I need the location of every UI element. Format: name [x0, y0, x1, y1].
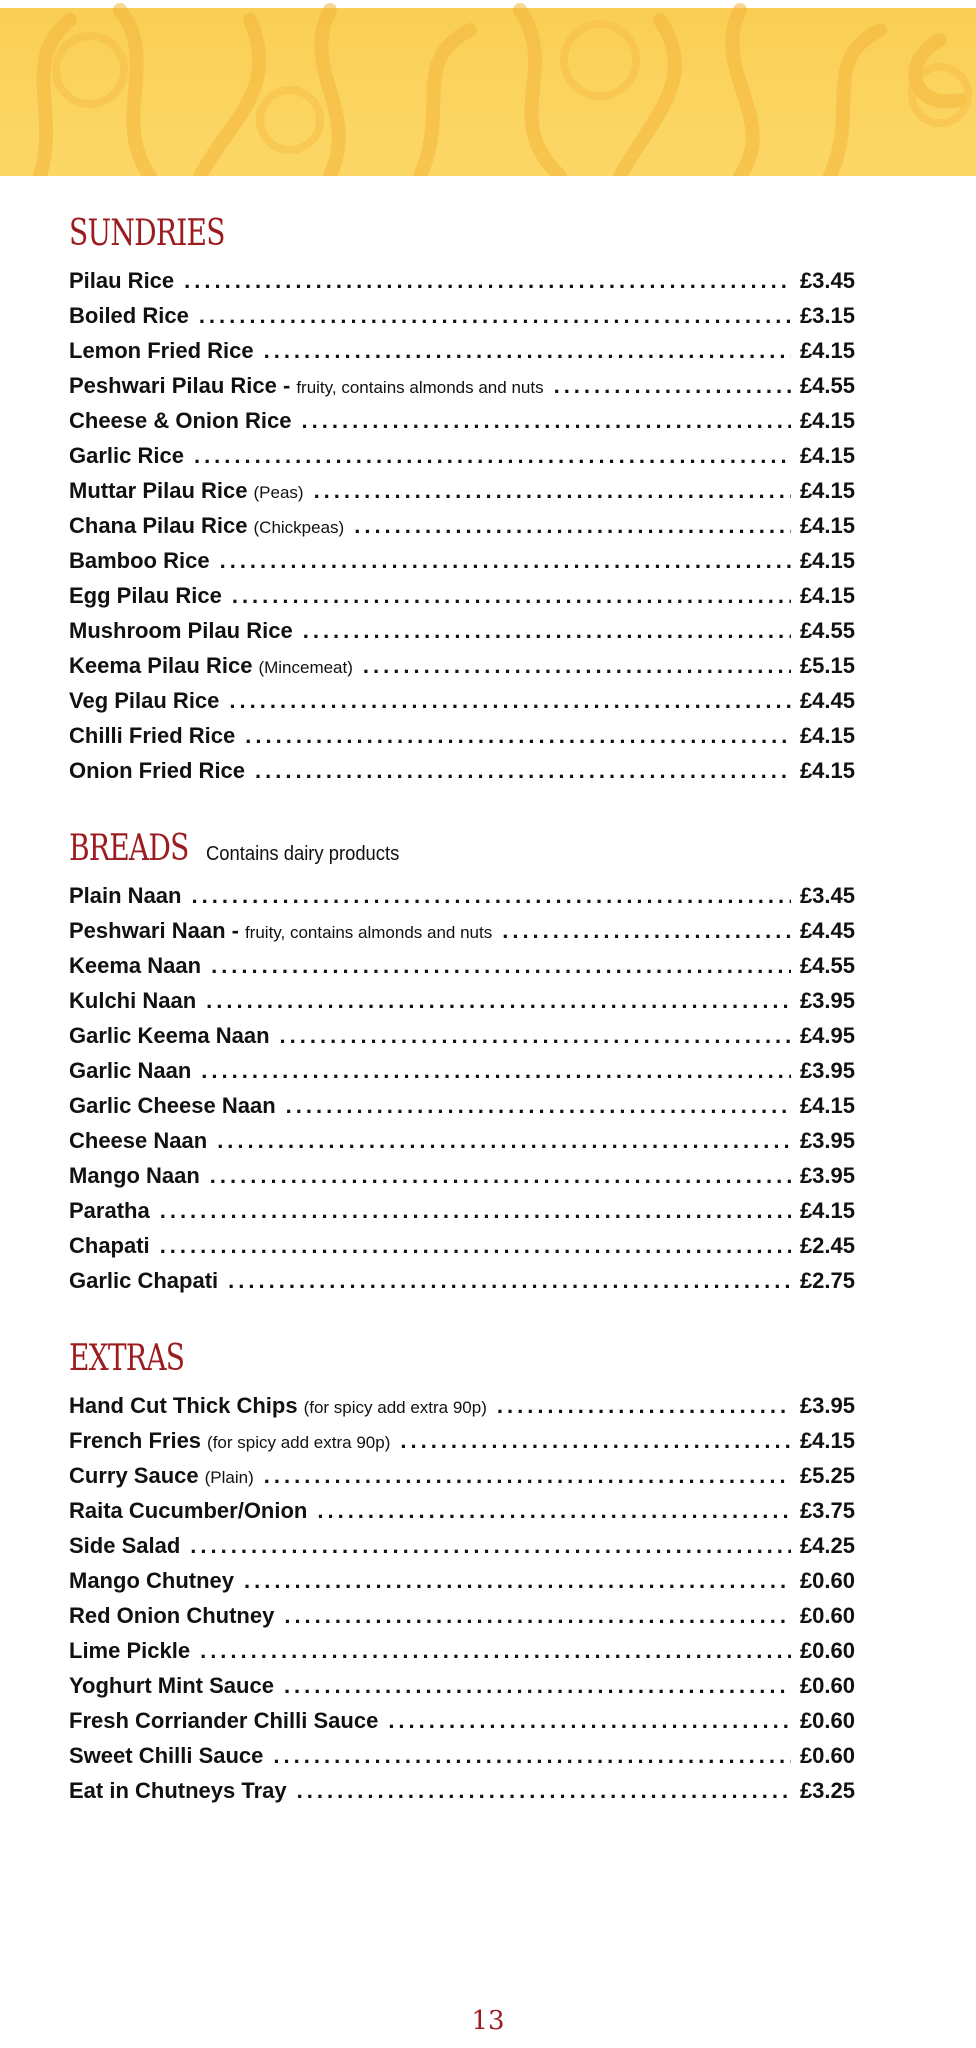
dot-leader	[314, 478, 791, 504]
menu-section-sundries	[69, 204, 855, 793]
menu-item	[69, 1638, 855, 1673]
dot-leader	[200, 1638, 791, 1664]
item-name: Bamboo Rice	[69, 548, 210, 573]
dot-leader	[388, 1708, 791, 1734]
item-price: £3.95	[799, 1128, 855, 1153]
item-price: £4.95	[799, 1023, 855, 1048]
item-name: Chilli Fried Rice	[69, 723, 236, 748]
item-price: £0.60	[799, 1603, 855, 1628]
menu-item	[69, 478, 855, 513]
item-price: £0.60	[799, 1708, 855, 1733]
section-note: Contains dairy products	[206, 843, 400, 865]
menu-item	[69, 988, 855, 1023]
dot-leader	[211, 953, 791, 979]
dot-leader	[191, 883, 791, 909]
menu-section-breads	[69, 819, 855, 1303]
dot-leader	[160, 1198, 791, 1224]
dot-leader	[201, 1058, 791, 1084]
item-price: £4.15	[799, 443, 855, 468]
item-name: Garlic Rice	[69, 443, 184, 468]
dot-leader	[229, 688, 791, 714]
menu-item	[69, 1603, 855, 1638]
menu-item	[69, 1743, 855, 1778]
item-name: Garlic Cheese Naan	[69, 1093, 276, 1118]
item-price: £4.15	[799, 338, 855, 363]
dot-leader	[244, 1568, 791, 1594]
item-name: Keema Naan	[69, 953, 202, 978]
item-price: £3.45	[799, 883, 855, 908]
menu-item	[69, 443, 855, 478]
item-description: (for spicy add extra 90p)	[207, 1433, 391, 1452]
dot-leader	[220, 548, 791, 574]
page-number: 13	[471, 2006, 505, 2036]
item-name: Onion Fried Rice	[69, 758, 246, 783]
menu-item	[69, 1463, 855, 1498]
section-header	[69, 819, 855, 879]
item-price: £3.15	[799, 303, 855, 328]
item-name: Paratha	[69, 1198, 150, 1223]
item-name: Sweet Chilli Sauce	[69, 1743, 264, 1768]
item-description: fruity, contains almonds and nuts	[244, 923, 493, 942]
dot-leader	[297, 1778, 791, 1804]
dot-leader	[273, 1743, 791, 1769]
dot-leader	[255, 758, 791, 784]
dot-leader	[190, 1533, 791, 1559]
menu-item	[69, 548, 855, 583]
menu-item	[69, 1533, 855, 1568]
menu-item	[69, 338, 855, 373]
menu-item	[69, 1778, 855, 1813]
item-name: Side Salad	[69, 1533, 181, 1558]
item-name: Cheese & Onion Rice	[69, 408, 292, 433]
item-price: £3.95	[799, 988, 855, 1013]
menu-item	[69, 618, 855, 653]
item-price: £3.25	[799, 1778, 855, 1803]
dot-leader	[264, 338, 791, 364]
dot-leader	[228, 1268, 791, 1294]
dot-leader	[286, 1093, 791, 1119]
item-name: Chapati	[69, 1233, 150, 1258]
menu-item	[69, 1128, 855, 1163]
item-name: Eat in Chutneys Tray	[69, 1778, 287, 1803]
item-price: £4.15	[799, 723, 855, 748]
item-price: £4.45	[799, 918, 855, 943]
item-price: £4.15	[799, 583, 855, 608]
dot-leader	[264, 1463, 791, 1489]
item-name: Mango Chutney	[69, 1568, 234, 1593]
section-title: EXTRAS	[69, 1338, 185, 1379]
menu-item	[69, 303, 855, 338]
menu-item	[69, 1498, 855, 1533]
item-name: Lime Pickle	[69, 1638, 191, 1663]
item-price: £0.60	[799, 1638, 855, 1663]
dot-leader	[400, 1428, 791, 1454]
item-price: £5.25	[799, 1463, 855, 1488]
menu-item	[69, 1568, 855, 1603]
item-price: £4.15	[799, 478, 855, 503]
dot-leader	[354, 513, 791, 539]
item-name: Veg Pilau Rice	[69, 688, 220, 713]
item-name: Boiled Rice	[69, 303, 189, 328]
item-price: £2.75	[799, 1268, 855, 1293]
item-price: £3.95	[799, 1393, 855, 1418]
dot-leader	[284, 1603, 791, 1629]
item-price: £4.15	[799, 513, 855, 538]
menu-item	[69, 1058, 855, 1093]
dot-leader	[194, 443, 791, 469]
item-name: Egg Pilau Rice	[69, 583, 222, 608]
menu-item	[69, 373, 855, 408]
item-name: Mango Naan	[69, 1163, 200, 1188]
item-price: £5.15	[799, 653, 855, 678]
dot-leader	[232, 583, 791, 609]
menu-item	[69, 1428, 855, 1463]
menu-item	[69, 1023, 855, 1058]
dot-leader	[245, 723, 791, 749]
item-price: £4.15	[799, 548, 855, 573]
item-description: (Plain)	[204, 1468, 254, 1487]
section-title: BREADS	[69, 828, 189, 869]
item-price: £4.55	[799, 618, 855, 643]
item-name: Plain Naan	[69, 883, 182, 908]
item-description: (Chickpeas)	[253, 518, 345, 537]
item-price: £3.95	[799, 1163, 855, 1188]
dot-leader	[497, 1393, 791, 1419]
item-price: £3.95	[799, 1058, 855, 1083]
item-name: Lemon Fried Rice	[69, 338, 254, 363]
menu-item	[69, 653, 855, 688]
item-name: Kulchi Naan	[69, 988, 197, 1013]
item-price: £4.55	[799, 373, 855, 398]
item-price: £4.15	[799, 1198, 855, 1223]
item-name: Garlic Chapati	[69, 1268, 219, 1293]
menu-item	[69, 1708, 855, 1743]
item-name: Peshwari Pilau Rice -	[69, 373, 291, 398]
menu-item	[69, 688, 855, 723]
item-name: Keema Pilau Rice	[69, 653, 253, 678]
item-price: £4.45	[799, 688, 855, 713]
item-description: (for spicy add extra 90p)	[303, 1398, 487, 1417]
menu-item	[69, 1163, 855, 1198]
item-price: £4.15	[799, 1428, 855, 1453]
item-name: Fresh Corriander Chilli Sauce	[69, 1708, 379, 1733]
menu-item	[69, 1233, 855, 1268]
item-price: £3.45	[799, 268, 855, 293]
item-name: Yoghurt Mint Sauce	[69, 1673, 274, 1698]
item-name: Curry Sauce	[69, 1463, 199, 1488]
menu-item	[69, 1198, 855, 1233]
menu-item	[69, 953, 855, 988]
section-header	[69, 1329, 855, 1389]
dot-leader	[284, 1673, 791, 1699]
section-header	[69, 204, 855, 264]
menu-item	[69, 268, 855, 303]
item-price: £4.15	[799, 1093, 855, 1118]
dot-leader	[302, 408, 791, 434]
menu-content	[69, 204, 855, 1813]
item-name: Raita Cucumber/Onion	[69, 1498, 308, 1523]
dot-leader	[206, 988, 791, 1014]
item-name: French Fries	[69, 1428, 202, 1453]
section-spacer	[69, 1303, 855, 1329]
item-name: Peshwari Naan -	[69, 918, 239, 943]
item-name: Garlic Naan	[69, 1058, 192, 1083]
item-price: £4.15	[799, 758, 855, 783]
item-price: £0.60	[799, 1743, 855, 1768]
menu-item	[69, 513, 855, 548]
item-price: £3.75	[799, 1498, 855, 1523]
dot-leader	[217, 1128, 791, 1154]
item-name: Pilau Rice	[69, 268, 175, 293]
item-name: Mushroom Pilau Rice	[69, 618, 293, 643]
menu-item	[69, 1093, 855, 1128]
menu-item	[69, 408, 855, 443]
menu-item	[69, 583, 855, 618]
menu-section-extras	[69, 1329, 855, 1813]
item-name: Hand Cut Thick Chips	[69, 1393, 298, 1418]
item-price: £0.60	[799, 1673, 855, 1698]
dot-leader	[502, 918, 791, 944]
item-description: fruity, contains almonds and nuts	[296, 378, 544, 397]
item-name: Muttar Pilau Rice	[69, 478, 248, 503]
menu-item	[69, 723, 855, 758]
menu-item	[69, 758, 855, 793]
item-description: (Peas)	[253, 483, 304, 502]
menu-item	[69, 918, 855, 953]
item-price: £4.55	[799, 953, 855, 978]
item-price: £4.25	[799, 1533, 855, 1558]
item-price: £0.60	[799, 1568, 855, 1593]
dot-leader	[554, 373, 791, 399]
section-spacer	[69, 793, 855, 819]
section-title: SUNDRIES	[69, 213, 225, 254]
item-price: £2.45	[799, 1233, 855, 1258]
swirl-pattern-icon	[0, 0, 976, 176]
item-name: Chana Pilau Rice	[69, 513, 248, 538]
menu-item	[69, 1673, 855, 1708]
dot-leader	[363, 653, 791, 679]
dot-leader	[199, 303, 791, 329]
dot-leader	[184, 268, 791, 294]
item-price: £4.15	[799, 408, 855, 433]
item-name: Cheese Naan	[69, 1128, 208, 1153]
menu-item	[69, 883, 855, 918]
dot-leader	[210, 1163, 791, 1189]
dot-leader	[280, 1023, 791, 1049]
menu-item	[69, 1393, 855, 1428]
decorative-banner	[0, 0, 976, 176]
item-name: Garlic Keema Naan	[69, 1023, 270, 1048]
dot-leader	[160, 1233, 791, 1259]
dot-leader	[303, 618, 791, 644]
dot-leader	[317, 1498, 791, 1524]
item-description: (Mincemeat)	[258, 658, 353, 677]
item-name: Red Onion Chutney	[69, 1603, 275, 1628]
menu-item	[69, 1268, 855, 1303]
